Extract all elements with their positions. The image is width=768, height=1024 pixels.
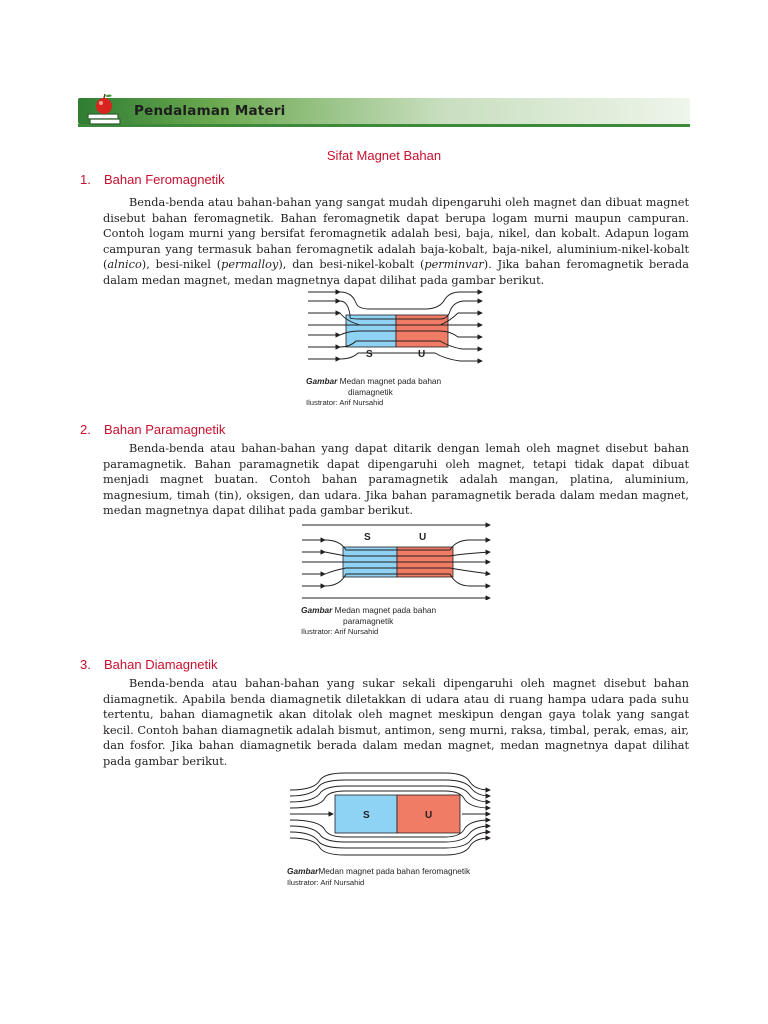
pole-label-u: U bbox=[425, 810, 433, 821]
figure-caption-2: Gambar Medan magnet pada bahan paramagnetik Ilustrator: Arif Nursahid bbox=[301, 605, 437, 636]
header-title: Pendalaman Materi bbox=[134, 103, 286, 119]
figure-paramagnetik-field bbox=[290, 520, 495, 600]
paragraph-diamagnetik: Benda-benda atau bahan-bahan yang sukar sekali dipengaruhi oleh magnet disebut bahan diamagnetik. Apabila benda diamagnetik diletakkan di udara atau di ruang hampa udara pada suhu tertentu, bahan diamagnetik akan ditolak oleh magnet meskipun dengan gaya tolak yang sangat kecil. Contoh bahan diamagnetik adalah bismut, antimon, seng murni, raksa, timbal, perak, emas, air, dan fosfor. Jika bahan diamagnetik berada dalam medan magnet, medan magnetnya dapat dilihat pada gambar berikut. bbox=[103, 677, 689, 768]
section-header bbox=[78, 92, 690, 130]
figure-diamagnetik-field bbox=[285, 770, 495, 860]
section-heading-paramagnetik: 2. Bahan Paramagnetik bbox=[80, 422, 226, 437]
apple-on-books-icon bbox=[84, 92, 128, 126]
paragraph-paramagnetik: Benda-benda atau bahan-bahan yang dapat ditarik dengan lemah oleh magnet disebut bahan paramagnetik. Bahan paramagnetik dapat dipengaruhi oleh magnet, tetapi tidak dapat dibuat menjadi magnet buatan. Contoh bahan paramagnetik adalah mangan, platina, aluminium, magnesium, timah (tin), oksigen, dan udara. Jika bahan paramagnetik berada dalam medan magnet, medan magnetnya dapat dilihat pada gambar berikut. bbox=[103, 442, 689, 517]
pole-label-s: S bbox=[364, 532, 371, 543]
section-heading-feromagnetik: 1. Bahan Feromagnetik bbox=[80, 172, 225, 187]
paragraph-feromagnetik: Benda-benda atau bahan-bahan yang sangat mudah dipengaruhi oleh magnet dan dibuat magnet disebut bahan feromagnetik. Bahan feromagnetik dapat berupa logam murni maupun campuran. Contoh logam murni yang bersifat feromagnetik adalah besi, baja, nikel, dan kobalt. Adapun logam campuran yang termasuk bahan feromagnetik adalah baja-kobalt, baja-nikel, aluminium-nikel-kobalt (alnico), besi-nikel (permalloy), dan besi-nikel-kobalt (perminvar). Jika bahan feromagnetik berada dalam medan magnet, medan magnetnya dapat dilihat pada gambar berikut. bbox=[103, 196, 689, 287]
figure-caption-1: Gambar Medan magnet pada bahan diamagnetik Ilustrator: Arif Nursahid bbox=[306, 376, 442, 407]
figure-feromagnetik-field bbox=[300, 285, 495, 370]
pole-label-u: U bbox=[418, 349, 426, 360]
pole-label-u: U bbox=[419, 532, 427, 543]
pole-label-s: S bbox=[366, 349, 373, 360]
section-heading-diamagnetik: 3. Bahan Diamagnetik bbox=[80, 657, 218, 672]
page-title: Sifat Magnet Bahan bbox=[326, 148, 442, 163]
pole-label-s: S bbox=[363, 810, 370, 821]
figure-caption-3: GambarMedan magnet pada bahan feromagnetik Ilustrator: Arif Nursahid bbox=[287, 866, 471, 887]
